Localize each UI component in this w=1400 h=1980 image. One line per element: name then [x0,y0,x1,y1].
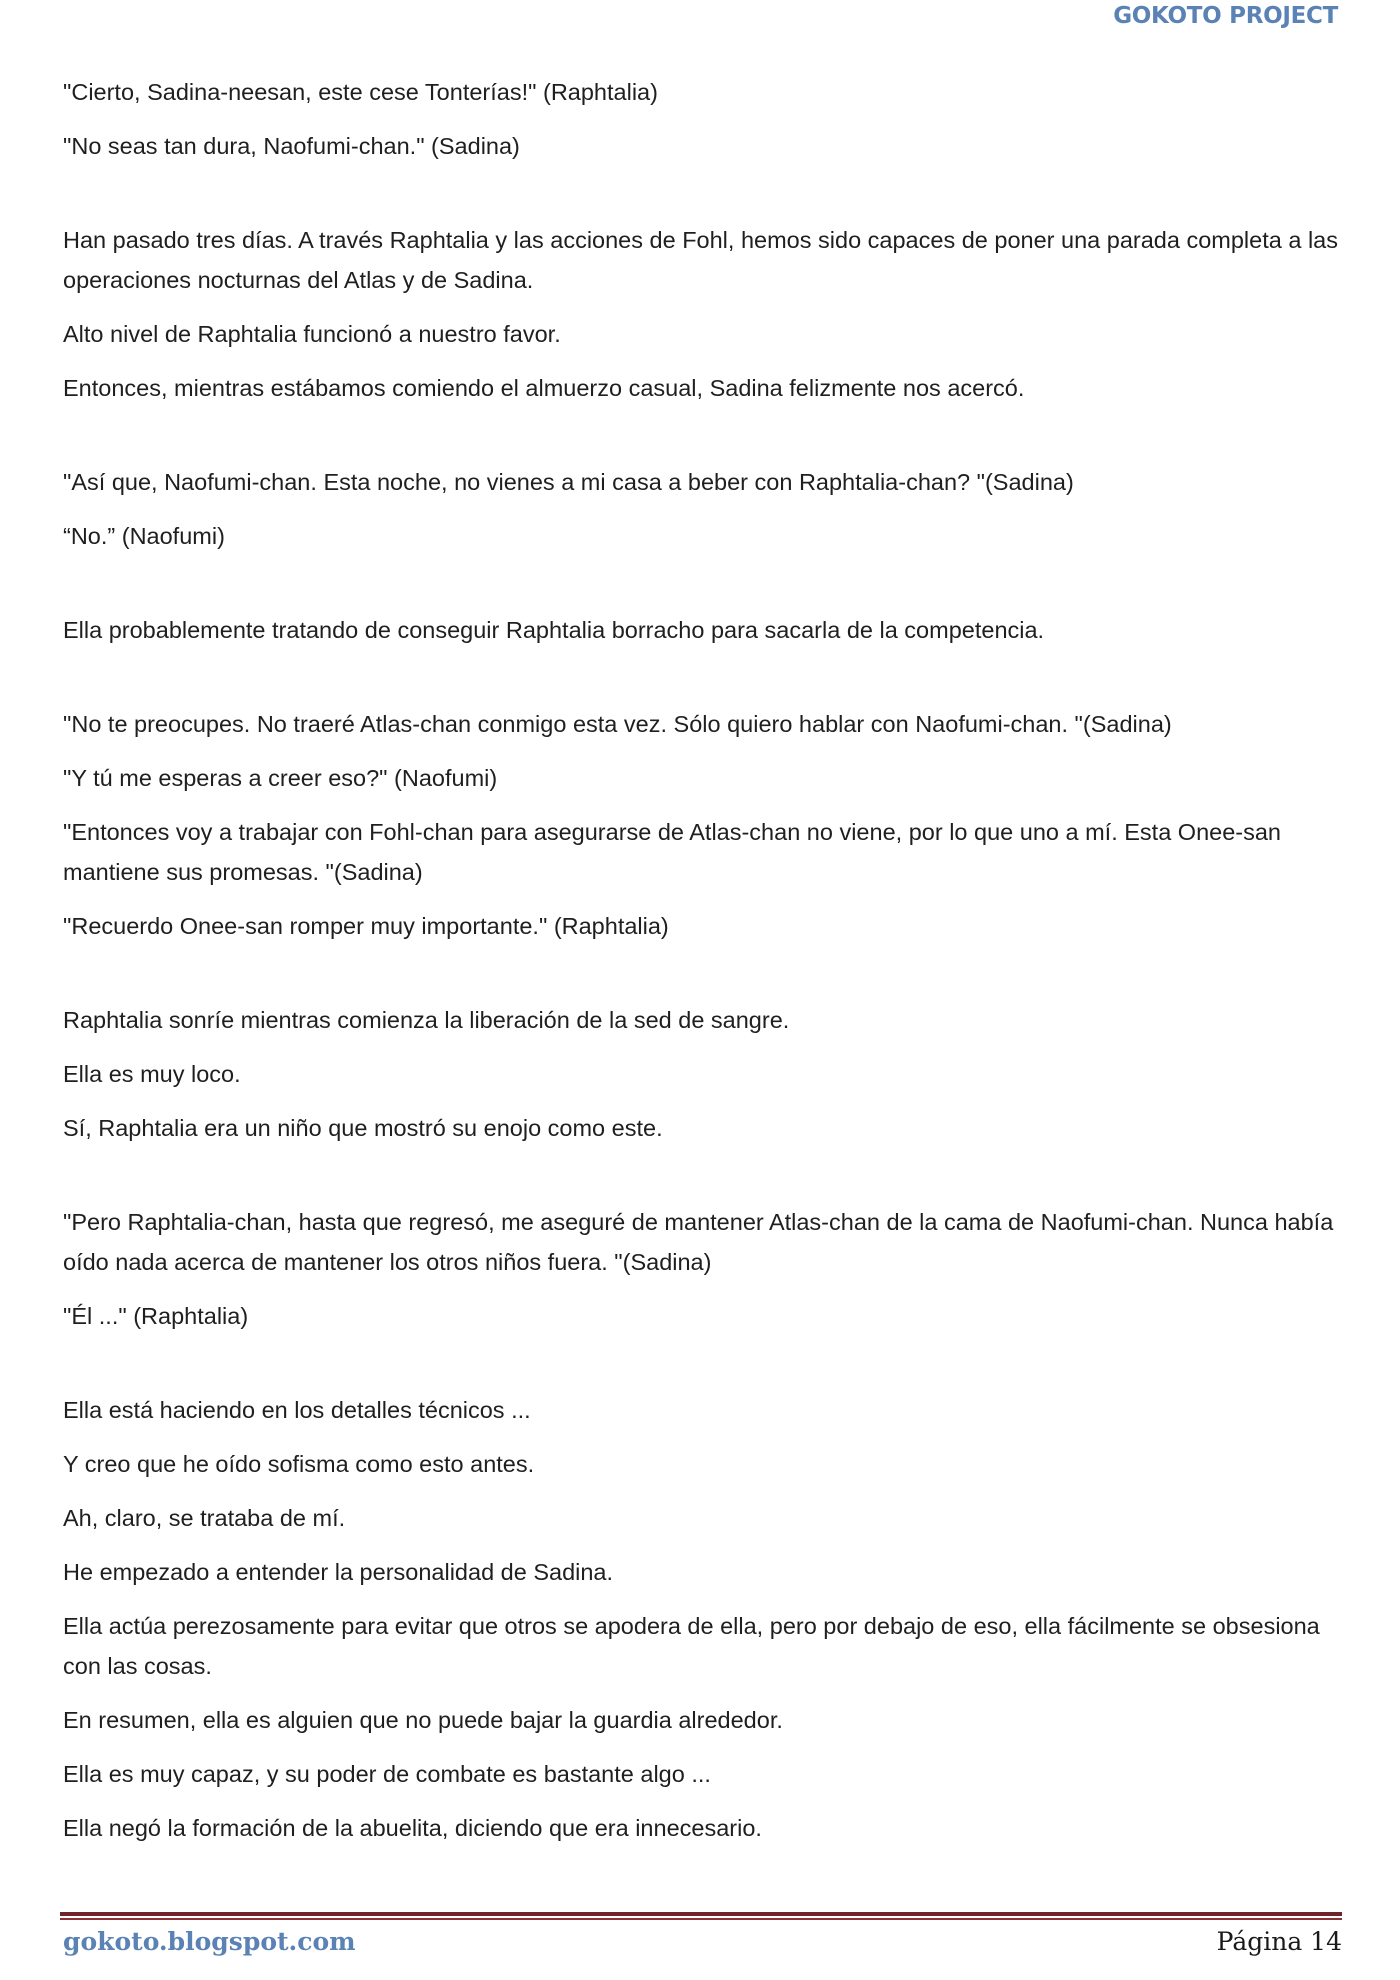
paragraph-gap [63,1162,1341,1202]
paragraph: Ella actúa perezosamente para evitar que otros se apodera de ella, pero por debajo de eso, ella fácilmente se obsesiona con las cosas. [63,1613,1320,1679]
paragraph: "Él ..." (Raphtalia) [63,1303,249,1329]
paragraph: Sí, Raphtalia era un niño que mostró su enojo como este. [63,1115,663,1141]
paragraph: “No.” (Naofumi) [63,523,225,549]
paragraph: "No seas tan dura, Naofumi-chan." (Sadina) [63,133,520,159]
footer-divider-thin [60,1918,1342,1920]
paragraph: Ella es muy loco. [63,1061,241,1087]
paragraph: "Cierto, Sadina-neesan, este cese Tonterías!" (Raphtalia) [63,79,658,105]
paragraph: Han pasado tres días. A través Raphtalia y las acciones de Fohl, hemos sido capaces de poner una parada completa a las operaciones nocturnas del Atlas y de Sadina. [63,227,1338,293]
footer-page-number: Página 14 [1216,1927,1342,1956]
paragraph: "Y tú me esperas a creer eso?" (Naofumi) [63,765,498,791]
paragraph: "Así que, Naofumi-chan. Esta noche, no vienes a mi casa a beber con Raphtalia-chan? "(Sadina) [63,469,1074,495]
paragraph-gap [63,422,1341,462]
paragraph: He empezado a entender la personalidad de Sadina. [63,1559,614,1585]
paragraph: Ah, claro, se trataba de mí. [63,1505,346,1531]
paragraph: Entonces, mientras estábamos comiendo el almuerzo casual, Sadina felizmente nos acercó. [63,375,1025,401]
paragraph-gap [63,1350,1341,1390]
footer-site-link[interactable]: gokoto.blogspot.com [63,1927,356,1956]
page-header-title: GOKOTO PROJECT [1113,3,1338,29]
paragraph: Raphtalia sonríe mientras comienza la liberación de la sed de sangre. [63,1007,790,1033]
document-body [63,72,1341,1862]
paragraph: Ella negó la formación de la abuelita, diciendo que era innecesario. [63,1815,762,1841]
paragraph: "No te preocupes. No traeré Atlas-chan conmigo esta vez. Sólo quiero hablar con Naofumi-chan. "(Sadina) [63,711,1172,737]
paragraph: Ella está haciendo en los detalles técnicos ... [63,1397,531,1423]
footer-divider [60,1912,1342,1916]
paragraph-gap [63,664,1341,704]
paragraph: "Pero Raphtalia-chan, hasta que regresó, me aseguré de mantener Atlas-chan de la cama de Naofumi-chan. Nunca había oído nada acerca de mantener los otros niños fuera. "(Sadina) [63,1209,1334,1275]
paragraph: "Entonces voy a trabajar con Fohl-chan para asegurarse de Atlas-chan no viene, por lo que uno a mí. Esta Onee-san mantiene sus promesas. "(Sadina) [63,819,1282,885]
paragraph: Alto nivel de Raphtalia funcionó a nuestro favor. [63,321,561,347]
paragraph-gap [63,960,1341,1000]
paragraph: Ella es muy capaz, y su poder de combate es bastante algo ... [63,1761,711,1787]
paragraph: Y creo que he oído sofisma como esto antes. [63,1451,535,1477]
paragraph-gap [63,570,1341,610]
paragraph: "Recuerdo Onee-san romper muy importante." (Raphtalia) [63,913,669,939]
paragraph-gap [63,180,1341,220]
paragraph: Ella probablemente tratando de conseguir Raphtalia borracho para sacarla de la competencia. [63,617,1045,643]
paragraph: En resumen, ella es alguien que no puede bajar la guardia alrededor. [63,1707,783,1733]
